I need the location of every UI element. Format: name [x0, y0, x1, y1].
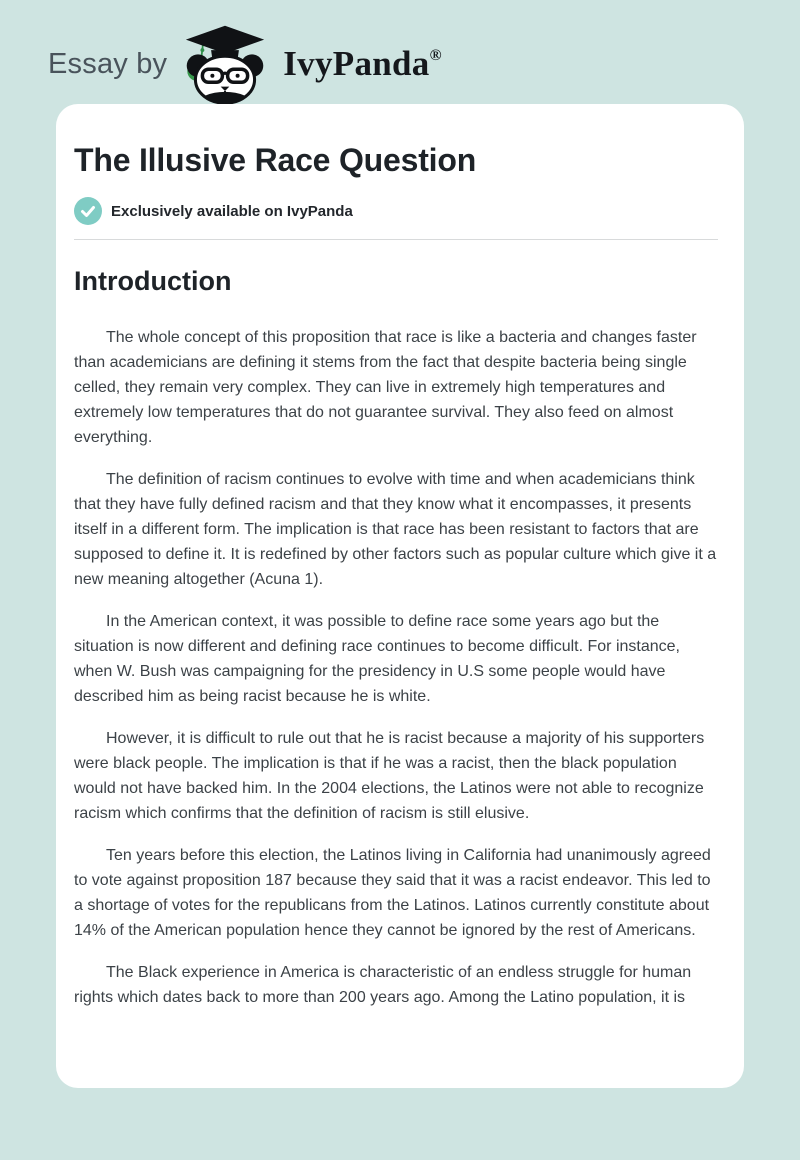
essay-paragraph: The whole concept of this proposition that race is like a bacteria and changes faster than academicians are defining it stems from the fact that despite bacteria being single celled, they remain very complex. They can live in extremely high temperatures and extremely low temperatures that do not guarantee survival. They also feed on almost everything. [74, 329, 697, 446]
essay-card [56, 104, 744, 1088]
essay-by-label: Essay by [48, 47, 168, 80]
essay-paragraph: Ten years before this election, the Latinos living in California had unanimously agreed to vote against proposition 187 because they said that it was a racist endeavor. This led to a shortage of votes for the republicans from the Latinos. Latinos currently constitute about 14% of the American population hence they cannot be ignored by the rest of Americans. [74, 847, 711, 939]
essay-paragraph: The Black experience in America is characteristic of an endless struggle for human rights which dates back to more than 200 years ago. Among the Latino population, it is [74, 964, 692, 1006]
ivypanda-logo-icon[interactable] [177, 24, 273, 104]
essay-title: The Illusive Race Question [74, 142, 477, 178]
section-heading-introduction: Introduction [74, 266, 232, 296]
essay-paragraph: In the American context, it was possible to define race some years ago but the situation is now different and defining race continues to become difficult. For instance, when W. Bush was campaigning for the presidency in U.S some people would have described him as being racist because he is white. [74, 613, 680, 705]
exclusive-badge [74, 197, 718, 225]
registered-mark: ® [429, 47, 442, 64]
brand-name[interactable]: IvyPanda ® [283, 44, 442, 83]
divider [74, 239, 718, 240]
check-icon [74, 197, 102, 225]
site-header [0, 0, 800, 104]
essay-paragraph: However, it is difficult to rule out that he is racist because a majority of his supporters were black people. The implication is that if he was a racist, then the black population would not have backed him. In the 2004 elections, the Latinos were not able to recognize racism which confirms that the definition of racism is still elusive. [74, 730, 705, 822]
essay-paragraph: The definition of racism continues to evolve with time and when academicians think that they have fully defined racism and that they know what it encompasses, it presents itself in a different form. The implication is that race has been resistant to factors that are supposed to define it. It is redefined by other factors such as popular culture which give it a new meaning altogether (Acuna 1). [74, 471, 717, 588]
badge-label: Exclusively available on IvyPanda [111, 202, 353, 220]
